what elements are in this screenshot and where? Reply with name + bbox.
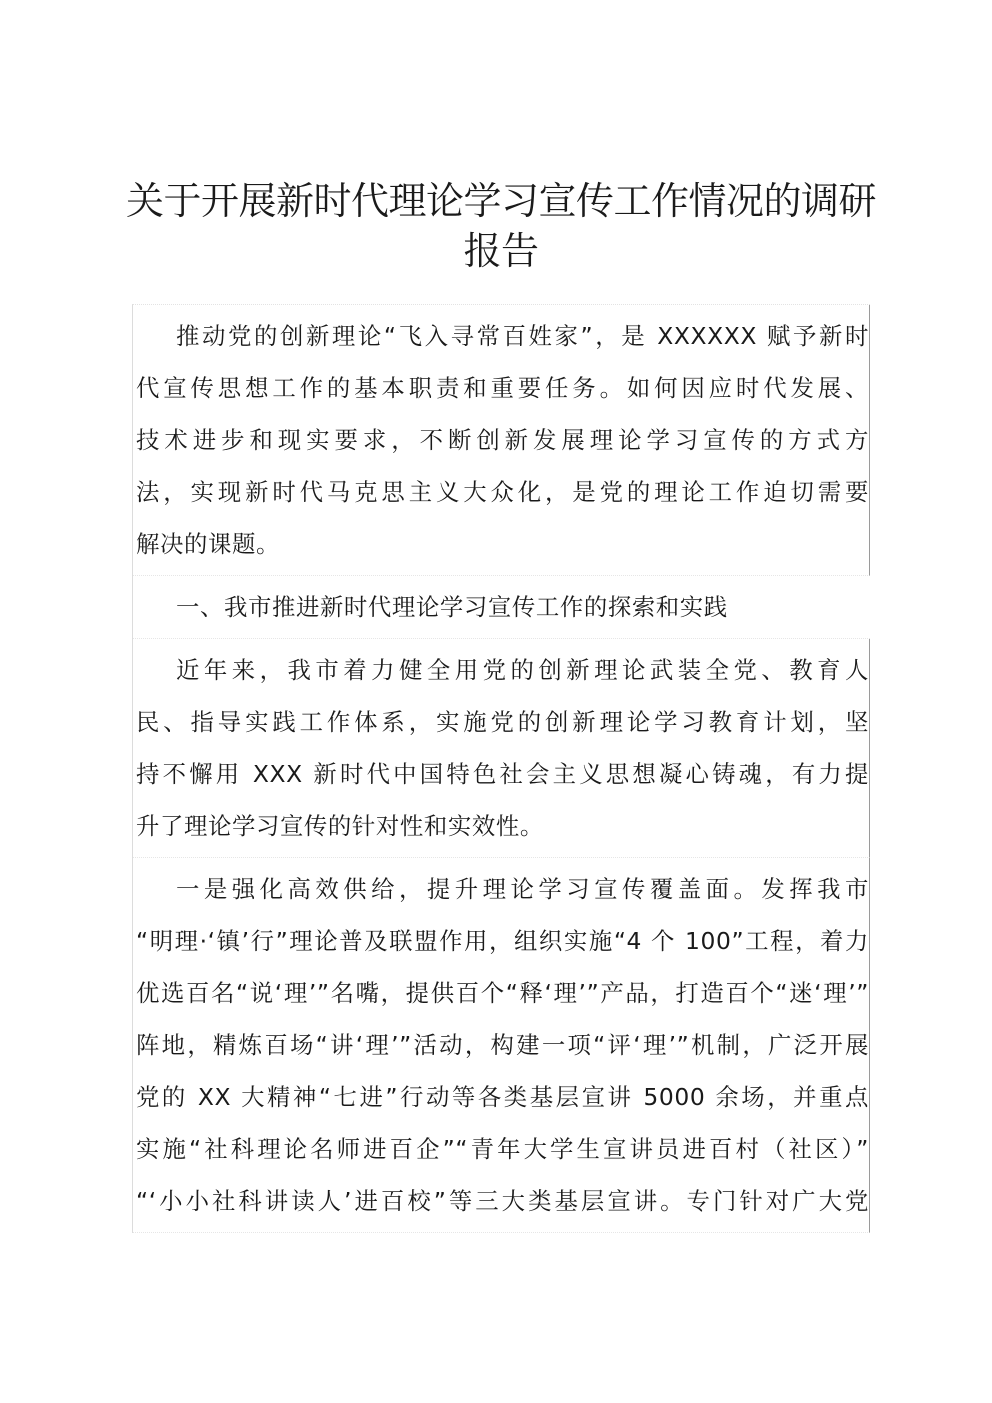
paragraph-line: 法，实现新时代马克思主义大众化，是党的理论工作迫切需要 — [136, 478, 869, 506]
paragraph-line: 解决的课题。 — [136, 530, 280, 558]
title-line-1: 关于开展新时代理论学习宣传工作情况的调研 — [125, 179, 876, 223]
document-title — [120, 176, 882, 276]
paragraph-line: “明理·‘镇’行”理论普及联盟作用，组织实施“4 个 100”工程，着力 — [136, 927, 869, 955]
paragraph-line: 持不懈用 XXX 新时代中国特色社会主义思想凝心铸魂，有力提 — [136, 760, 869, 788]
paragraph-line: “‘小小社科讲读人’进百校”等三大类基层宣讲。专门针对广大党 — [136, 1187, 869, 1215]
paragraph-overview — [133, 639, 870, 858]
paragraph-line: 一是强化高效供给，提升理论学习宣传覆盖面。发挥我市 — [176, 875, 869, 903]
paragraph-line: 代宣传思想工作的基本职责和重要任务。如何因应时代发展、 — [136, 374, 869, 402]
section-heading: 一、我市推进新时代理论学习宣传工作的探索和实践 — [133, 576, 870, 639]
title-line-2: 报告 — [463, 229, 539, 273]
paragraph-line: 近年来，我市着力健全用党的创新理论武装全党、教育人 — [176, 656, 869, 684]
paragraph-line: 升了理论学习宣传的针对性和实效性。 — [136, 812, 544, 840]
paragraph-line: 推动党的创新理论“飞入寻常百姓家”，是 XXXXXX 赋予新时 — [176, 322, 869, 350]
paragraph-intro — [133, 305, 870, 576]
paragraph-line: 阵地，精炼百场“讲‘理’”活动，构建一项“评‘理’”机制，广泛开展 — [136, 1031, 869, 1059]
paragraph-line: 优选百名“说‘理’”名嘴，提供百个“释‘理’”产品，打造百个“迷‘理’” — [136, 979, 869, 1007]
document-body — [132, 304, 870, 1233]
paragraph-line: 党的 XX 大精神“七进”行动等各类基层宣讲 5000 余场，并重点 — [136, 1083, 869, 1111]
paragraph-line: 技术进步和现实要求，不断创新发展理论学习宣传的方式方 — [136, 426, 869, 454]
paragraph-line: 实施“社科理论名师进百企”“青年大学生宣讲员进百村（社区）” — [136, 1135, 869, 1163]
paragraph-line: 民、指导实践工作体系，实施党的创新理论学习教育计划，坚 — [136, 708, 869, 736]
paragraph-point-one — [133, 858, 870, 1233]
